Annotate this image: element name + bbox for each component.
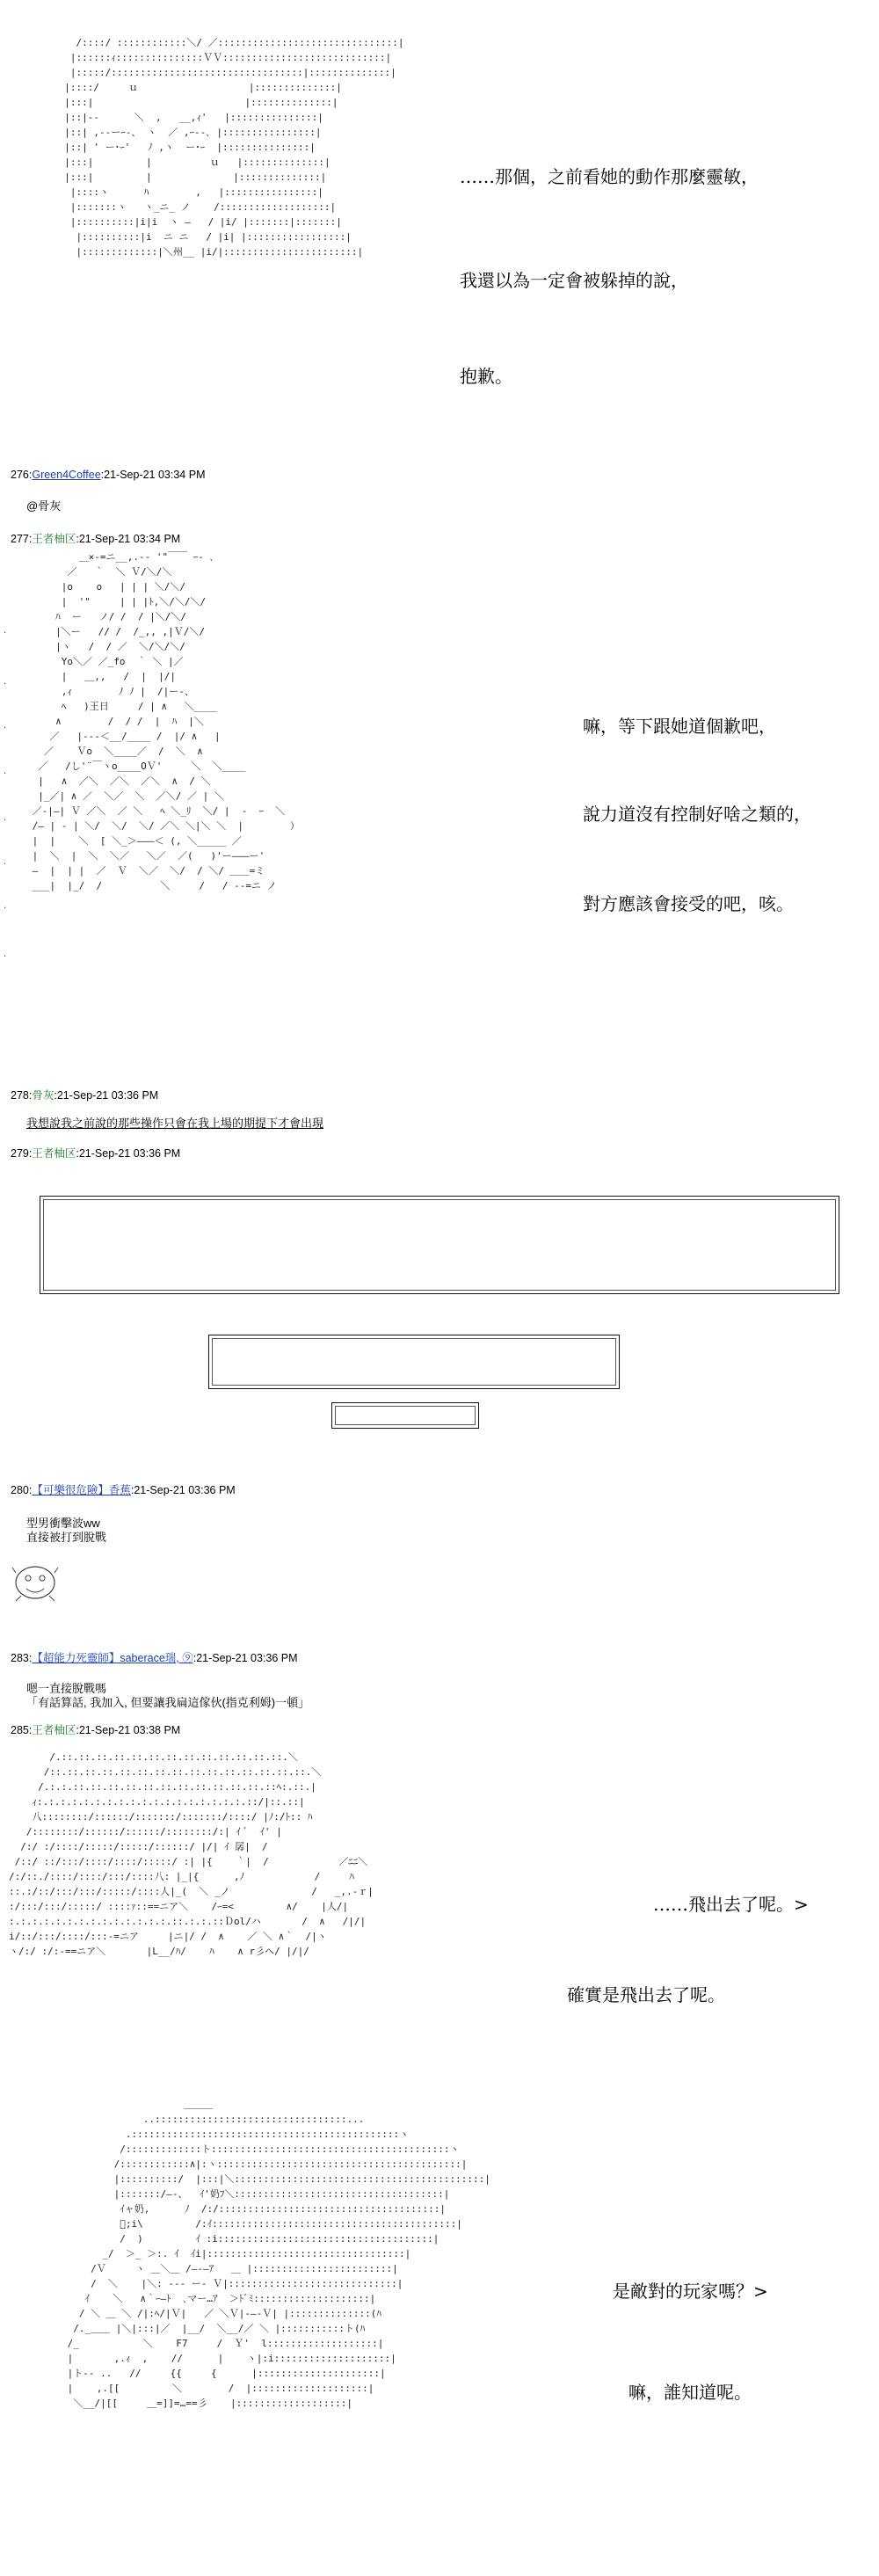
scene-2-line-1: 嘛，等下跟她道個歉吧，	[583, 716, 776, 737]
post-number: 278	[11, 1089, 29, 1102]
post-body-283-line-1: 嗯一直接脫戰嗎	[26, 1682, 107, 1695]
post-body-278-line-1: 我想說我之前說的那些操作只會在我上場的期提下才會出現	[26, 1117, 324, 1130]
post-header-280: 280:【可樂很危險】香蕉:21-Sep-21 03:36 PM	[11, 1484, 236, 1496]
post-header-283: 283:【超能力死靈師】saberace瑞, ⑨:21-Sep-21 03:36 PM	[11, 1652, 298, 1664]
ascii-art-scene-4: ＿＿＿ ..:::::::::::::::::::::::::::::::::... .::::::::::::::::::::::::::::::::::::::::::::::ヽ /:::::::::::::ト:::::::::::::::::::::::::::::::::::::::::ヽ /::::::::::::∧|:ヽ::::::::::::::::::::::::::::::::::::::::::| |::::::::::/ |:::|＼:::::::::::::::::::::::::::::::::::::::::::| |:::::::/―-、 ｲ'奶ﾌ＼::::::::::::::::::::::::::::::::::::| ｲャ奶, ﾉ /:/::::::::::::::::::::::::::::::::::::::| ﾞ;i\ /:ｲ::::::::::::::::::::::::::::::::::::::::::| / ) ｲ :i:::::::::::::::::::::::::::::::::::::| _/ ＞_ ＞:. ｲ ｲi|::::::::::::::::::::::::::::::::::| /Ｖ ヽ ＿＼＿ /―‐―ｱ ＿ |::::::::::::::::::::::::| / ＼ |＼: ‐-- ー‐ Ｖ|:::::::::::::::::::::::::::::| ｲ ＼ ∧｀ｰ―ﾄ ､マー…ｱ ＞ﾄﾞﾐ::::::::::::::::::::| / ＼ ＿ ＼ /|:ﾍ/|Ｖ| ／ ＼Ｖ|‐―‐Ｖ| |::::::::::::::(ﾊ /._＿＿ |＼|:::|／ |__/ ＼__/／ ＼ |:::::::::::ト(ﾊ /_ ＼ F7 / Ｙ' l:::::::::::::::::::| | ,.ｨ , // | ヽ|:i::::::::::::::::::::| |ト‐- .. // {{ { |:::::::::::::::::::::| | ,.[[ ＼ / |::::::::::::::::::::| ＼__/|[[ ＿=]]=…==彡 |:::::::::::::::::::|	[67, 2099, 490, 2409]
ascii-art-scene-2: ＿×‐=ニ__,.-‐ '"￣￣ ｰ- ､ ／ ｀ ＼ Ｖ/＼/＼ |o o | | | ＼/＼/ | '" | | |ﾄ,＼/＼/＼/ ﾊ ー ノ/ / / |＼/＼/ |＼ー // / /_,, ,|Ｖ/＼/ |ヽ / / ／ ＼/＼/＼/ Yo＼／ ／_fo ｀ ＼ |／ | ＿,, / | |/| ,ｨ ﾉ ﾉ | /|ー-、 ﾍ )王日 / | ∧ ＼____ ∧ / / / | ﾊ |＼ ／ |‐‐-＜__/____ / |/ ∧ | ／ Ｖo ＼____／ / ＼ ∧ ／ /し'¨￣ヽo____OＶ' ＼ ＼____ | ∧ ／＼ ／＼ ／＼ ∧ / ＼ |_／| ∧ ／ ＼／ ＼ ／＼/ ／ | ＼ ／-|―| Ｖ ／＼ ／ ＼ ﾍ ＼_ﾘ ＼/ | ‐ ｰ ＼ /― | - | ＼/ ＼/ ＼/ ／＼ ＼|＼ ＼ | ） | | ＼ [ ＼_＞―――＜ (, ＼_____ ／ | ＼ | ＼ ＼／ ＼／ ／( )'ー―――ー' ― | | | ／ Ｖ ＼／ ＼/ / ＼/ ＿＿=ミ ___| |_/ / ＼ / / ‐‐=ニ ノ	[32, 551, 300, 891]
scene-1-line-2: 我還以為一定會被躲掉的說，	[460, 270, 688, 291]
margin-dot: .	[4, 721, 7, 731]
scene-1-line-3: 抱歉。	[460, 366, 512, 387]
scene-2-line-2: 說力道沒有控制好啥之類的，	[583, 804, 811, 825]
margin-dot: .	[4, 626, 7, 636]
post-header-285: 285:王者柚区:21-Sep-21 03:38 PM	[11, 1724, 181, 1736]
post-body-276-line-1: @骨灰	[26, 499, 62, 513]
margin-dot: .	[4, 767, 7, 776]
scene-4-line-2: 嘛，誰知道呢。	[628, 2382, 752, 2403]
post-body-283-line-2: 「有話算話, 我加入, 但要讓我扁這傢伙(指克利姆)一頓」	[26, 1696, 310, 1709]
post-body-280-line-1: 型男衝擊波ww	[26, 1517, 100, 1530]
post-number: 279	[11, 1147, 29, 1160]
post-number: 283	[11, 1652, 29, 1664]
doodle-face-sketch	[9, 1561, 62, 1605]
post-date: 21-Sep-21 03:36 PM	[78, 1147, 181, 1160]
scene-3-line-2: 確實是飛出去了呢。	[567, 1984, 725, 2005]
scene-1-line-1: ……那個，之前看她的動作那麼靈敏，	[460, 166, 759, 187]
margin-dot: .	[4, 813, 7, 823]
post-header-277: 277:王者柚区:21-Sep-21 03:34 PM	[11, 533, 181, 545]
margin-dot: .	[4, 950, 7, 959]
ascii-art-scene-1: /::::/ ::::::::::::＼/ ／:::::::::::::::::::::::::::::::| |::::::ｨ:::::::::::::::ＶＶ::::::::::::::::::::::::::::| |:::::/:::::::::::::::::::::::::::::::::|::::::::::::::| |::::/ ｕ |::::::::::::::| |:::| |::::::::::::::| |::|‐- ＼ , __,ｨ' |:::::::::::::::| |::| ,--ーｰ‐、 ヽ ／ ,ｰ--､ |::::::::::::::::| |::| ' ー･ｰ' ﾉ ,ヽ ー･ｰ |:::::::::::::::| |:::| | ｕ |::::::::::::::| |:::| | |::::::::::::::| |::::ヽ ﾊ , |::::::::::::::::| |:::::::ヽ ヽ_ニ_ ノ /:::::::::::::::::::| |::::::::::|i|i ヽ ― / |i/ |:::::::|:::::::| |::::::::::|i ニ ニ / |i| |:::::::::::::::::| |:::::::::::::|＼州__ |i/|:::::::::::::::::::::::|	[64, 37, 404, 258]
scene-3-line-1: ……飛出去了呢。>	[653, 1894, 809, 1915]
post-date: 21-Sep-21 03:34 PM	[78, 533, 181, 545]
post-date: 21-Sep-21 03:34 PM	[104, 469, 206, 481]
post-author: 王者柚区	[32, 533, 76, 545]
margin-dot: .	[4, 901, 7, 911]
post-header-279: 279:王者柚区:21-Sep-21 03:36 PM	[11, 1147, 181, 1160]
post-body-280-line-2: 直接被打到脫戰	[26, 1531, 107, 1544]
margin-dot: .	[4, 677, 7, 687]
post-date: 21-Sep-21 03:36 PM	[134, 1484, 236, 1496]
empty-frame-large	[40, 1196, 839, 1294]
post-author-link[interactable]: Green4Coffee	[32, 469, 101, 481]
empty-frame-small	[331, 1402, 479, 1429]
scene-4-line-1: 是敵對的玩家嗎？>	[613, 2281, 768, 2302]
post-header-278: 278:骨灰:21-Sep-21 03:36 PM	[11, 1089, 159, 1102]
post-number: 280	[11, 1484, 29, 1496]
ascii-art-scene-3: /.::.::.::.::.::.::.::.::.::.::.::.::.::.＼ /::.::.::.::.::.::.::.::.::.::.::.::.::.::.::.＼ /.:.:.::.::.::.::.::.::.::.::.::.::.::.::ﾍ:.::.| ｨ:.:.:.:.:.:.:.:.:.:.:.:.:.:.:.:.:.:.::/|::.::| 八::::::::/::::::/:::::::/:::::::/::::/ |ﾉ:/ﾄ:: ﾊ /::::::::/::::::/::::::/::::::::/:| ｲ ﾞ ｲ' | /:/ :/::::/:::::/:::::/::::::/ |/| ｲ 孱| / /::/ ::/:::/::::/::::/:::::/ :| |{ ｀| / ／ﾆﾆ＼ /:/::./::::/::::/:::/::::八: |_|{ ,ﾉ / ﾊ ::.:/::/:::/:::/:::::/::::人|_( ＼ _ノ / _,.-ｒ| :/:::/:::/:::::/ ::::ｧ::==ニア＼ /ｰ=< ∧/ |人/| :.:.:.:.:.:.:.:.:.:.:.:.:.:.::.:.:.::Ｄol/ハ / ∧ /|/| i/::/:::/::::/:::-=ニア |ニ|/ / ∧ ／ ＼ ∧｀ /|ヽ ヽ/:/ :/:-==ニア＼ |L__/ﾊ/ ﾊ ∧ r彡ヘ/ |/|/	[9, 1751, 374, 1957]
post-author-link[interactable]: 【可樂很危險】香蕉	[32, 1484, 131, 1496]
post-author-link[interactable]: 【超能力死靈師】saberace瑞, ⑨	[32, 1652, 193, 1664]
post-date: 21-Sep-21 03:36 PM	[196, 1652, 298, 1664]
post-author: 骨灰	[32, 1089, 54, 1102]
post-number: 277	[11, 533, 29, 545]
post-author: 王者柚区	[32, 1147, 76, 1160]
post-number: 285	[11, 1724, 29, 1736]
post-date: 21-Sep-21 03:36 PM	[56, 1089, 159, 1102]
post-date: 21-Sep-21 03:38 PM	[78, 1724, 181, 1736]
empty-frame-medium	[208, 1335, 620, 1389]
post-author: 王者柚区	[32, 1724, 76, 1736]
scene-2-line-3: 對方應該會接受的吧，咳。	[583, 893, 794, 914]
post-header-276: 276:Green4Coffee:21-Sep-21 03:34 PM	[11, 469, 206, 481]
margin-dot: .	[4, 857, 7, 867]
post-number: 276	[11, 469, 29, 481]
